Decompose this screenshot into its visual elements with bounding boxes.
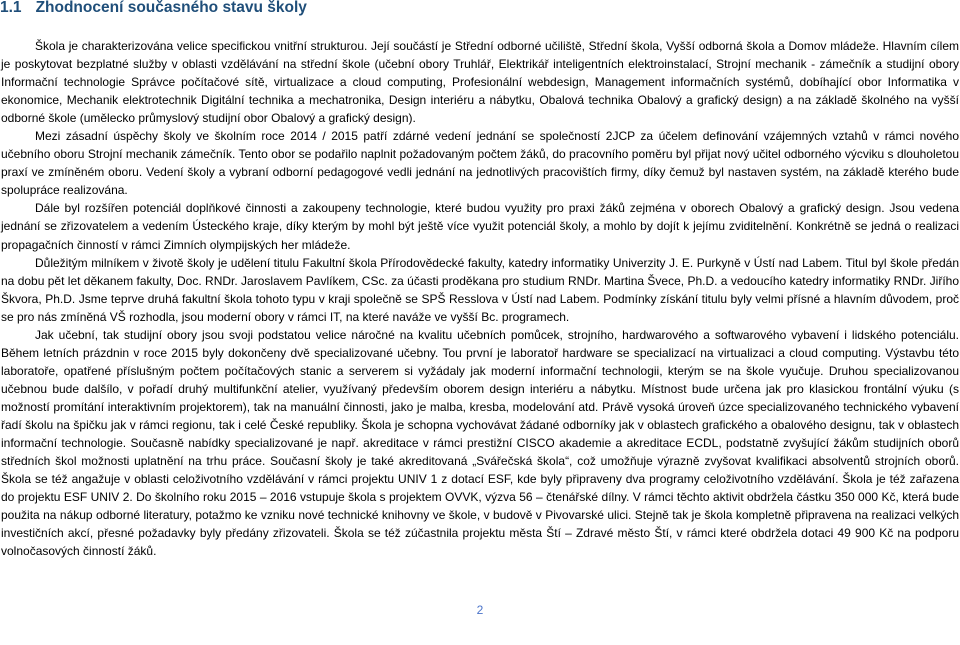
paragraph-school-structure: Škola je charakterizována velice specifickou vnitřní strukturou. Její součástí je Střední odborné učiliště, Střední škola, Vyšší odborná škola a Domov mládeže. Hlavním cílem je poskytovat bezplatné služby v oblasti vzdělávání na střední škole (učební obory Truhlář, Elektrikář inteligentních elektroinstalací, Strojní mechanik - zámečník a studijní obory Informační technologie Správce počítačové sítě, virtualizace a cloud computing, Profesionální webdesign, Management informačních systémů, dobíhající obor Informatika v ekonomice, Mechanik elektrotechnik Digitální technika a mechatronika, Design interiéru a nábytku, Obalová technika Obalový a grafický design) a na základě školného na vyšší odborné škole (umělecko průmyslový studijní obor Obalový a grafický design). (1, 39, 959, 126)
paragraph-equipment: Jak učební, tak studijní obory jsou svoji podstatou velice náročné na kvalitu učebních pomůcek, strojního, hardwarového a softwarového vybavení i lidského potenciálu. Během letních prázdnin v roce 2015 byly dokončeny dvě specializované učebny. Tou první je laboratoř hardware se specializací na virtualizaci a cloud computing. Výstavbu této laboratoře, opatřené příslušným počtem počítačových stanic a serverem si vyžádaly jak moderní informační technologii, kterým se na škole vyučuje. Druhou specializovanou učebnou bude dalšílo, v pořadí druhý multifunkční atelier, využívaný především oborem design interiéru a nábytku. Místnost bude určena jak pro klasickou frontální výuku (s možností promítání interaktivním projektorem), tak na manuální činnosti, jako je malba, kresba, modelování atd. Právě vysoká úroveň úzce specializovaného technického vybavení řadí školu na špičku jak v rámci regionu, tak i celé České republiky. Škola je schopna vychovávat žádané odborníky jak v oblastech grafického a obalového designu, tak v oblastech informační technologie. Současně nabídky specializované je např. akreditace v rámci prestižní CISCO akademie a akreditace ECDL, podstatně zvyšující žákům studijních oborů středních škol možnosti uplatnění na trhu práce. Současní školy je také akreditovaná „Svářečská škola“, což umožňuje výrazně zvyšovat kvalifikaci absolventů strojních oborů. Škola se též angažuje v oblasti celoživotního vzdělávání v rámci projektu UNIV 1 z dotací ESF, kde byly připraveny dva programy celoživotního vzdělávání. Škola je též zařazena do projektu ESF UNIV 2. Do školního roku 2015 – 2016 vstupuje škola s projektem OVVK, výzva 56 – čtenářské dílny. V rámci těchto aktivit obdržela částku 350 000 Kč, která bude použita na nákup odborné literatury, potažmo ke vzniku nové technické knihovny ve škole, v budově v Pivovarské ulici. Stejně tak je škola kompletně připravena na realizaci velkých investičních akcí, přesné požadavky byly předány zřizovateli. Škola se též zúčastnila projektu města Ští – Zdravé město Ští, v rámci které obdržela dotaci 49 900 Kč na podporu volnočasových činností žáků. (1, 327, 959, 559)
section-number: 1.1 (0, 0, 22, 16)
paragraph-faculty-school: Důležitým milníkem v životě školy je udělení titulu Fakultní škola Přírodovědecké fakulty, katedry informatiky Univerzity J. E. Purkyně v Ústí nad Labem. Titul byl škole předán na dobu pět let děkanem fakulty, Doc. RNDr. Jaroslavem Pavlíkem, CSc. za účasti proděkana pro studium RNDr. Martina Švece, Ph.D. a vedoucího katedry informatiky RNDr. Jiřího Škvora, Ph.D. Jsme teprve druhá fakultní škola tohoto typu v kraji společně se SPŠ Resslova v Ústí nad Labem. Podmínky získání titulu byly velmi přísné a hlavním důvodem, proč se pro nás zmíněná VŠ rozhodla, jsou moderní obory v rámci IT, na které navážе ve vyšší Bc. programech. (1, 255, 959, 324)
paragraph-successes: Mezi zásadní úspěchy školy ve školním roce 2014 / 2015 patří zdárné vedení jednání se společností 2JCP za účelem definování vzájemných vztahů v rámci nového učebního oboru Strojní mechanik zámečník. Tento obor se podařilo naplnit požadovaným počtem žáků, do pracovního poměru byl přijat nový učitel odborného výcviku s dlouholetou praxí ve zmíněném oboru. Vedení školy a vybraní odborní pedagogové vedli jednání na jednotlivých pracovištích firmy, díky čemuž byl nastaven systém, na základě kterého bude spolupráce realizována. (1, 129, 959, 198)
document-body (1, 37, 959, 560)
section-heading (0, 0, 307, 17)
section-title: Zhodnocení současného stavu školy (35, 0, 307, 16)
page-number: 2 (476, 603, 484, 617)
paragraph-complementary-activity: Dále byl rozšířen potenciál doplňkové činnosti a zakoupeny technologie, které budou využity pro praxi žáků zejména v oborech Obalový a grafický design. Jsou vedena jednání se zřizovatelem a vedením Ústeckého kraje, díky kterým by mohl být ještě více využit potenciál školy, a mohlo by dojít k jejímu zviditelnění. Konkrétně se jedná o realizaci propagačních činností v rámci Zimních olympijských her mládeže. (1, 201, 959, 252)
